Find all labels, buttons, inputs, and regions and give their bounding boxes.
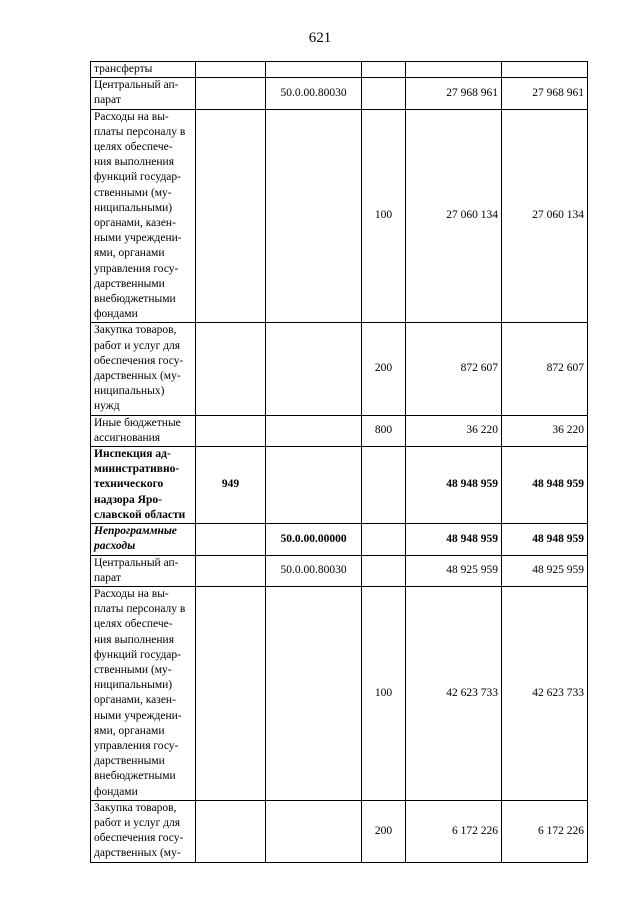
row-vr: 800 [362, 415, 406, 446]
row-code [196, 415, 266, 446]
row-sum2: 48 948 959 [502, 524, 588, 555]
row-sum2: 42 623 733 [502, 586, 588, 800]
row-vr: 100 [362, 586, 406, 800]
row-vr [362, 447, 406, 524]
row-code [196, 555, 266, 586]
row-sum1: 27 968 961 [406, 78, 502, 109]
row-csr [266, 109, 362, 323]
row-sum1: 48 948 959 [406, 447, 502, 524]
row-sum1: 6 172 226 [406, 800, 502, 862]
row-csr [266, 586, 362, 800]
row-sum1 [406, 62, 502, 78]
row-name: трансферты [91, 62, 196, 78]
row-sum1: 48 925 959 [406, 555, 502, 586]
row-name: Закупка товаров, работ и услуг для обеспечения госу- дарственных (му- [91, 800, 196, 862]
row-sum1: 48 948 959 [406, 524, 502, 555]
row-name: Расходы на вы- платы персоналу в целях обеспече- ния выполнения функций государ- ственными (му- ниципальными) органами, казен- ными учреждени- ями, органами управления госу- дарственными внебюджетными фондами [91, 586, 196, 800]
row-vr: 200 [362, 323, 406, 415]
budget-table [90, 61, 588, 863]
row-csr: 50.0.00.80030 [266, 78, 362, 109]
row-sum2: 48 925 959 [502, 555, 588, 586]
row-name: Центральный ап- парат [91, 555, 196, 586]
row-name: Закупка товаров, работ и услуг для обеспечения госу- дарственных (му- ниципальных) нужд [91, 323, 196, 415]
row-sum2: 27 968 961 [502, 78, 588, 109]
table-row [91, 447, 588, 524]
row-csr: 50.0.00.80030 [266, 555, 362, 586]
row-vr [362, 524, 406, 555]
row-vr: 200 [362, 800, 406, 862]
row-sum2: 6 172 226 [502, 800, 588, 862]
row-code [196, 323, 266, 415]
row-name: Иные бюджетные ассигнования [91, 415, 196, 446]
row-sum1: 42 623 733 [406, 586, 502, 800]
row-code: 949 [196, 447, 266, 524]
row-csr [266, 447, 362, 524]
row-sum2: 36 220 [502, 415, 588, 446]
row-code [196, 586, 266, 800]
row-sum2: 48 948 959 [502, 447, 588, 524]
row-vr: 100 [362, 109, 406, 323]
table-row [91, 524, 588, 555]
page-number: 621 [308, 30, 332, 46]
row-name: Непрограммные расходы [91, 524, 196, 555]
table-row [91, 109, 588, 323]
table-row [91, 800, 588, 862]
row-vr [362, 62, 406, 78]
row-vr [362, 78, 406, 109]
row-name: Центральный ап- парат [91, 78, 196, 109]
row-sum2 [502, 62, 588, 78]
row-csr [266, 323, 362, 415]
row-name: Расходы на вы- платы персоналу в целях обеспече- ния выполнения функций государ- ственными (му- ниципальными) органами, казен- ными учреждени- ями, органами управления госу- дарственными внебюджетными фондами [91, 109, 196, 323]
row-csr [266, 415, 362, 446]
table-row [91, 586, 588, 800]
row-sum2: 27 060 134 [502, 109, 588, 323]
row-csr [266, 62, 362, 78]
row-code [196, 78, 266, 109]
table-row [91, 415, 588, 446]
row-name: Инспекция ад- министративно- технического надзора Яро- славской области [91, 447, 196, 524]
row-vr [362, 555, 406, 586]
table-row [91, 555, 588, 586]
row-code [196, 109, 266, 323]
row-csr [266, 800, 362, 862]
row-sum1: 27 060 134 [406, 109, 502, 323]
row-code [196, 524, 266, 555]
row-sum2: 872 607 [502, 323, 588, 415]
table-row [91, 323, 588, 415]
row-csr: 50.0.00.00000 [266, 524, 362, 555]
table-row [91, 78, 588, 109]
row-code [196, 62, 266, 78]
row-sum1: 36 220 [406, 415, 502, 446]
table-row [91, 62, 588, 78]
row-sum1: 872 607 [406, 323, 502, 415]
row-code [196, 800, 266, 862]
